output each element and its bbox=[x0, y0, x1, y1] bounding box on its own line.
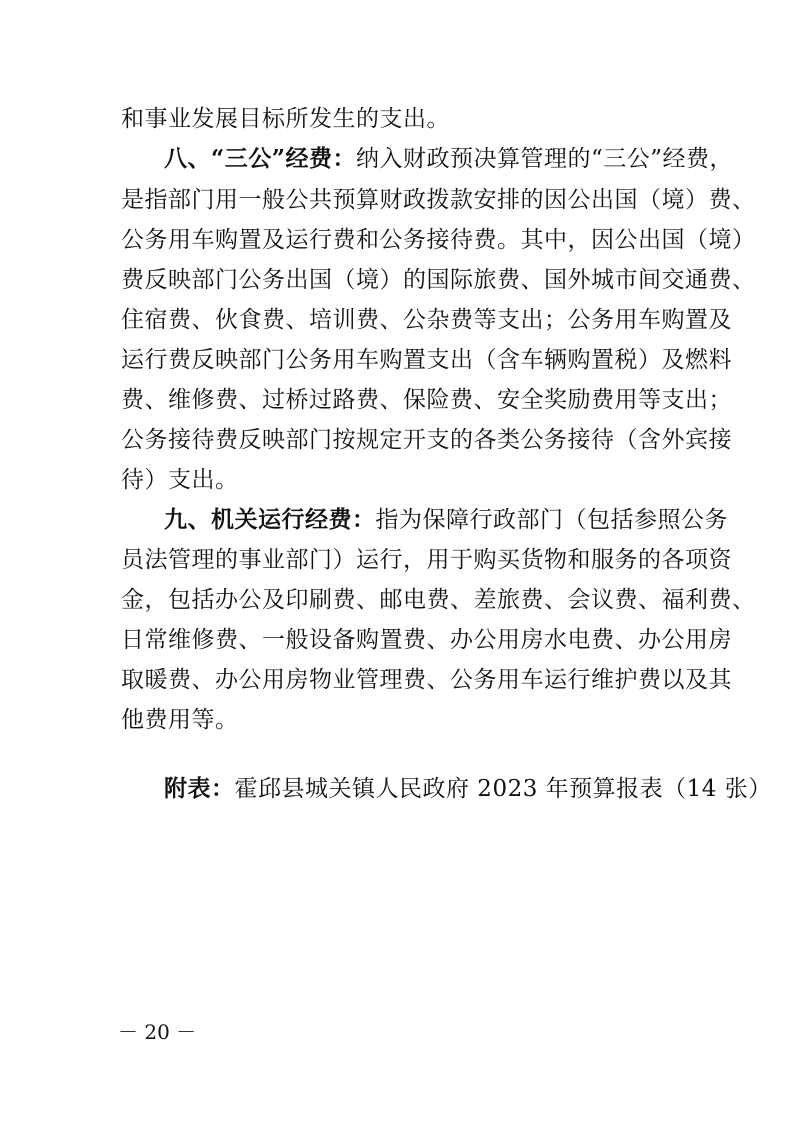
section-9-heading: 九、机关运行经费： bbox=[164, 506, 376, 533]
section-8-line: 住宿费、伙食费、培训费、公杂费等支出；公务用车购置及 bbox=[121, 307, 732, 333]
section-9-line: 金，包括办公及印刷费、邮电费、差旅费、会议费、福利费、 bbox=[121, 587, 756, 613]
section-9-first-line bbox=[164, 500, 728, 540]
section-8-line: 运行费反映部门公务用车购置支出（含车辆购置税）及燃料 bbox=[121, 347, 732, 373]
paragraph-line: 和事业发展目标所发生的支出。 bbox=[121, 106, 450, 132]
section-8-line: 费、维修费、过桥过路费、保险费、安全奖励费用等支出； bbox=[121, 387, 732, 413]
section-9-line: 指为保障行政部门（包括参照公务 bbox=[375, 507, 728, 533]
section-9-line: 取暖费、办公用房物业管理费、公务用车运行维护费以及其 bbox=[121, 667, 732, 693]
section-9-line: 员法管理的事业部门）运行，用于购买货物和服务的各项资 bbox=[121, 547, 732, 573]
section-8-first-line bbox=[164, 139, 733, 179]
section-8-heading: 八、“三公”经费： bbox=[164, 145, 356, 172]
section-8-line: 是指部门用一般公共预算财政拨款安排的因公出国（境）费、 bbox=[121, 187, 756, 213]
attachment-text: 霍邱县城关镇人民政府 2023 年预算报表（14 张） bbox=[234, 776, 772, 802]
section-8-line: 费反映部门公务出国（境）的国际旅费、国外城市间交通费、 bbox=[121, 267, 756, 293]
section-8-line: 待）支出。 bbox=[121, 467, 239, 493]
section-9-line: 他费用等。 bbox=[121, 707, 239, 733]
section-8-line: 公务用车购置及运行费和公务接待费。其中，因公出国（境） bbox=[121, 227, 756, 253]
page-number: － 20 － bbox=[118, 1020, 197, 1044]
section-8-line: 公务接待费反映部门按规定开支的各类公务接待（含外宾接 bbox=[121, 427, 732, 453]
section-9-line: 日常维修费、一般设备购置费、办公用房水电费、办公用房 bbox=[121, 627, 732, 653]
section-8-line: 纳入财政预决算管理的“三公”经费， bbox=[355, 146, 733, 172]
attachment-line bbox=[164, 769, 772, 809]
attachment-label: 附表： bbox=[164, 775, 235, 802]
